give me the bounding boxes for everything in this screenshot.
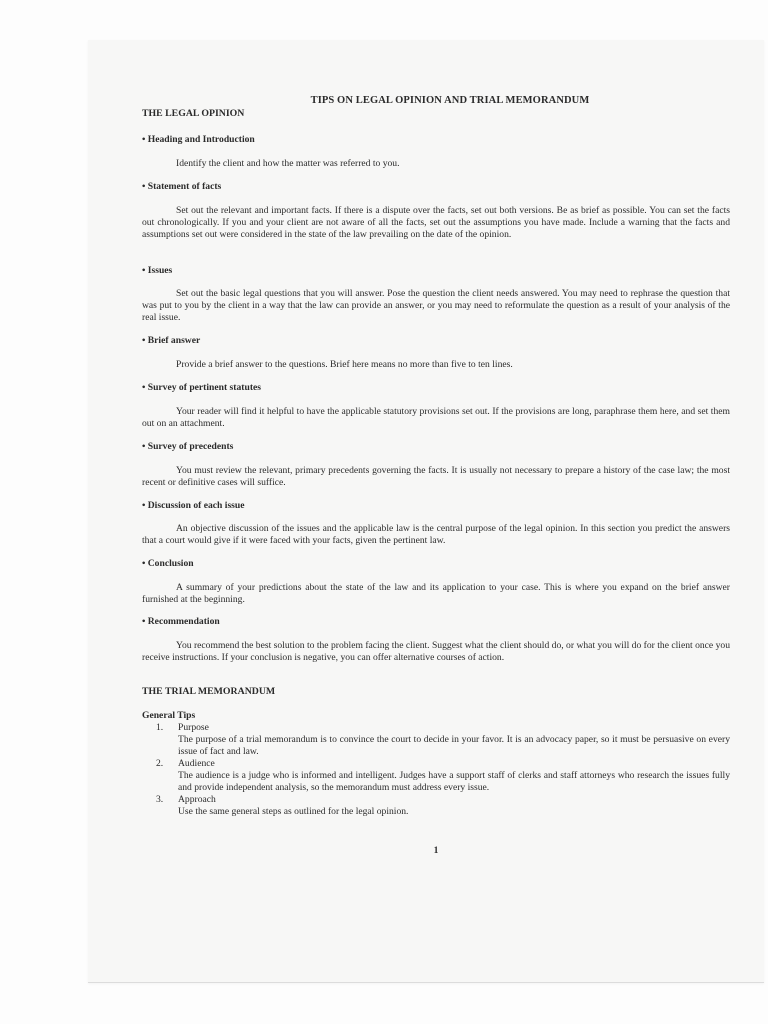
section-heading-recommendation: • Recommendation	[142, 616, 220, 627]
section-text-precedents: You must review the relevant, primary precedents governing the facts. It is usually not necessary to prepare a history of the case law; the most recent or definitive cases will suffice.	[142, 465, 730, 488]
document-title: TIPS ON LEGAL OPINION AND TRIAL MEMORANDUM	[310, 95, 590, 106]
tip-item-audience	[158, 758, 730, 794]
section-text-statutes: Your reader will find it helpful to have the applicable statutory provisions set out. If the provisions are long, paraphrase them here, and set them out on an attachment.	[142, 406, 730, 429]
section-text-introduction: Identify the client and how the matter was referred to you.	[176, 158, 400, 169]
section-heading-precedents: • Survey of precedents	[142, 441, 234, 452]
trial-memorandum-heading: THE TRIAL MEMORANDUM	[142, 686, 276, 697]
tip-number: 1.	[156, 722, 164, 733]
section-text-conclusion: A summary of your predictions about the state of the law and its application to your case. This is where you expand on the brief answer furnished at the beginning.	[142, 582, 730, 605]
tip-label: Purpose	[178, 722, 209, 733]
paper-sheet	[88, 40, 764, 983]
tip-label: Audience	[178, 758, 215, 769]
page-number: 1	[433, 845, 439, 856]
tip-label: Approach	[178, 794, 216, 805]
section-text-facts: Set out the relevant and important facts. If there is a dispute over the facts, set out both versions. Be as brief as possible. You can set the facts out chronologically. If you and your client are not aware of all the facts, set out the assumptions you have made. Include a warning that the facts and assumptions set out were considered in the state of the law prevailing on the date of the opinion.	[142, 205, 730, 240]
section-text-recommendation: You recommend the best solution to the problem facing the client. Suggest what the client should do, or what you will do for the client once you receive instructions. If your conclusion is negative, you can offer alternative courses of action.	[142, 640, 730, 663]
section-heading-facts: • Statement of facts	[142, 181, 222, 192]
section-heading-introduction: • Heading and Introduction	[142, 134, 255, 145]
section-text-brief-answer: Provide a brief answer to the questions. Brief here means no more than five to ten lines.	[176, 359, 513, 370]
general-tips-heading: General Tips	[142, 710, 196, 721]
section-heading-issues: • Issues	[142, 265, 173, 276]
tip-number: 2.	[156, 758, 164, 769]
tip-item-approach	[158, 794, 730, 818]
general-tips-list	[158, 722, 730, 818]
tip-number: 3.	[156, 794, 164, 805]
tip-item-purpose	[158, 722, 730, 758]
tip-text: The audience is a judge who is informed and intelligent. Judges have a support staff of clerks and staff attorneys who research the issues fully and provide independent analysis, so the memorandum must address every issue.	[178, 770, 730, 793]
section-heading-brief-answer: • Brief answer	[142, 335, 201, 346]
legal-opinion-heading: THE LEGAL OPINION	[142, 108, 245, 119]
section-text-issues: Set out the basic legal questions that you will answer. Pose the question the client needs answered. You may need to rephrase the question that was put to you by the client in a way that the law can provide an answer, or you may need to reformulate the question as a result of your analysis of the real issue.	[142, 288, 730, 323]
tip-text: Use the same general steps as outlined for the legal opinion.	[178, 806, 409, 817]
section-text-discussion: An objective discussion of the issues and the applicable law is the central purpose of the legal opinion. In this section you predict the answers that a court would give if it were faced with your facts, given the pertinent law.	[142, 523, 730, 546]
section-heading-statutes: • Survey of pertinent statutes	[142, 382, 262, 393]
tip-text: The purpose of a trial memorandum is to convince the court to decide in your favor. It is an advocacy paper, so it must be persuasive on every issue of fact and law.	[178, 734, 730, 757]
section-heading-discussion: • Discussion of each issue	[142, 500, 245, 511]
section-heading-conclusion: • Conclusion	[142, 558, 194, 569]
